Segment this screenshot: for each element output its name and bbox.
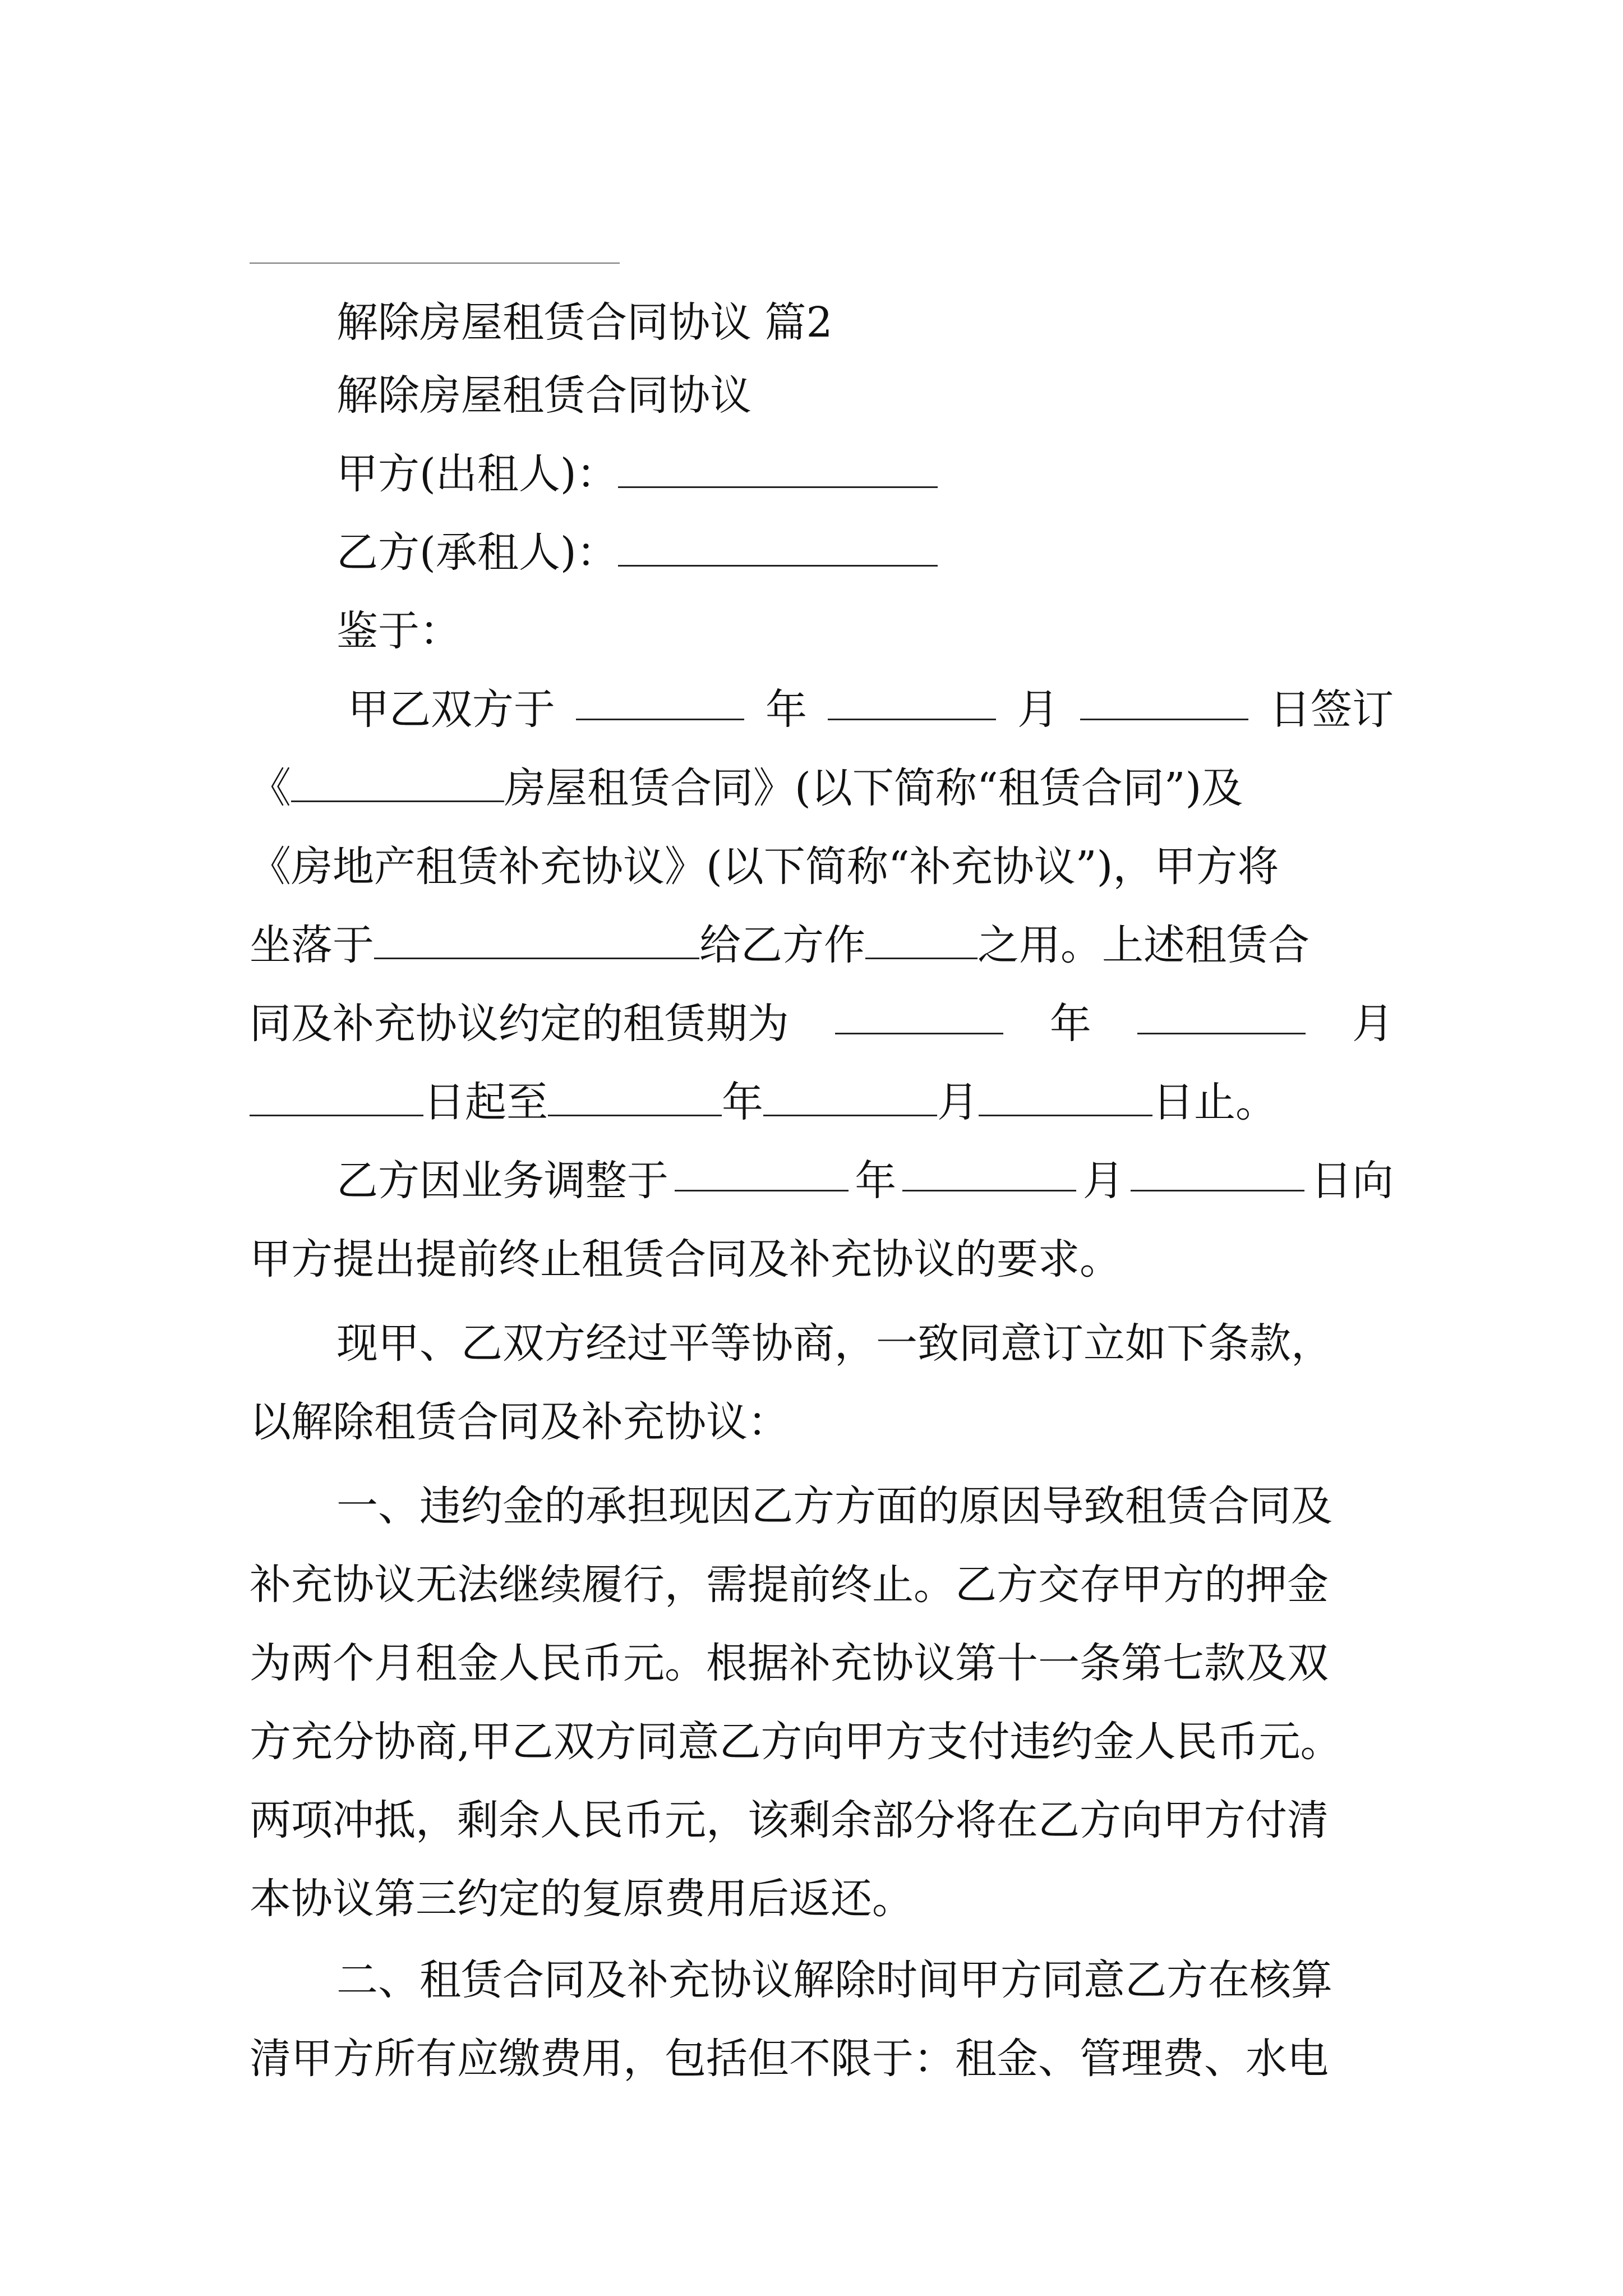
- clause-1-line: 本协议第三约定的复原费用后返还。: [250, 1875, 914, 1923]
- p2-text: 年: [855, 1157, 897, 1205]
- p1-text: 日签订: [1269, 685, 1394, 734]
- day-blank: [1080, 682, 1248, 720]
- p1-text: 年: [765, 685, 807, 734]
- p1-text: 房屋租赁合同》(以下简称“租赁合同”)及: [504, 764, 1243, 812]
- section-heading: 解除房屋租赁合同协议 篇2: [336, 298, 833, 347]
- clause-1-line: 为两个月租金人民币元。根据补充协议第十一条第七款及双: [250, 1639, 1329, 1687]
- end-day-blank: [979, 1078, 1152, 1116]
- p3-line-2: 以解除租赁合同及补充协议：: [250, 1398, 789, 1446]
- p1-line-6: [250, 1074, 1277, 1130]
- location-blank: [374, 921, 699, 959]
- clause-1-line: 一、违约金的承担现因乙方方面的原因导致租赁合同及: [336, 1482, 1332, 1530]
- p1-text: 年: [1049, 1000, 1091, 1048]
- p1-line-3: 《房地产租赁补充协议》(以下简称“补充协议”)，甲方将: [250, 843, 1279, 891]
- p1-text: 坐落于: [250, 921, 374, 969]
- clause-2-line: 清甲方所有应缴费用，包括但不限于：租金、管理费、水电: [250, 2035, 1329, 2083]
- p1-text: 月: [1352, 1000, 1394, 1048]
- request-month-blank: [902, 1153, 1076, 1191]
- start-month-blank: [1137, 996, 1306, 1034]
- p1-text: 之用。上述租赁合: [978, 921, 1310, 969]
- p1-text: 甲乙双方于: [348, 685, 555, 734]
- party-b-blank: [618, 528, 938, 567]
- start-year-blank: [835, 996, 1003, 1034]
- party-b-line: [336, 524, 938, 581]
- contract-name-blank: [291, 763, 504, 802]
- p1-text: 年: [722, 1078, 763, 1126]
- request-day-blank: [1131, 1153, 1304, 1191]
- p2-text: 日向: [1311, 1157, 1394, 1205]
- purpose-blank: [865, 921, 978, 959]
- document-title: 解除房屋租赁合同协议: [336, 371, 751, 420]
- p1-line-2: [250, 760, 1243, 816]
- p2-text: 月: [1082, 1157, 1124, 1205]
- end-month-blank: [763, 1078, 937, 1116]
- year-blank: [576, 682, 744, 720]
- p1-text: 给乙方作: [699, 921, 865, 969]
- request-year-blank: [675, 1153, 849, 1191]
- party-a-line: [336, 446, 938, 502]
- whereas-label: 鉴于：: [336, 607, 461, 655]
- header-rule: [250, 263, 620, 264]
- p1-line-1: [348, 682, 1394, 738]
- p2-text: 乙方因业务调整于: [336, 1157, 668, 1205]
- clause-1-line: 两项冲抵，剩余人民币元，该剩余部分将在乙方向甲方付清: [250, 1796, 1329, 1844]
- p1-text: 日起至: [423, 1078, 548, 1126]
- p1-text: 《: [250, 764, 291, 812]
- clause-2-line: 二、租赁合同及补充协议解除时间甲方同意乙方在核算: [336, 1956, 1332, 2004]
- party-b-label: 乙方(承租人)：: [336, 528, 618, 577]
- p2-line-1: [336, 1153, 1394, 1209]
- p2-line-2: 甲方提出提前终止租赁合同及补充协议的要求。: [250, 1235, 1121, 1283]
- p3-line-1: 现甲、乙双方经过平等协商，一致同意订立如下条款，: [336, 1319, 1332, 1368]
- p1-text: 月: [1017, 685, 1059, 734]
- clause-1-line: 补充协议无法继续履行，需提前终止。乙方交存甲方的押金: [250, 1561, 1329, 1609]
- p1-line-5: [250, 996, 1394, 1052]
- p1-line-4: [250, 917, 1310, 973]
- clause-1-line: 方充分协商,甲乙双方同意乙方向甲方支付违约金人民币元。: [250, 1718, 1342, 1766]
- p1-text: 月: [937, 1078, 979, 1126]
- p1-text: 日止。: [1152, 1078, 1277, 1126]
- p1-text: 同及补充协议约定的租赁期为: [250, 1000, 789, 1048]
- party-a-blank: [618, 449, 938, 488]
- start-day-blank: [250, 1078, 423, 1116]
- month-blank: [828, 682, 996, 720]
- party-a-label: 甲方(出租人)：: [336, 450, 618, 498]
- end-year-blank: [548, 1078, 722, 1116]
